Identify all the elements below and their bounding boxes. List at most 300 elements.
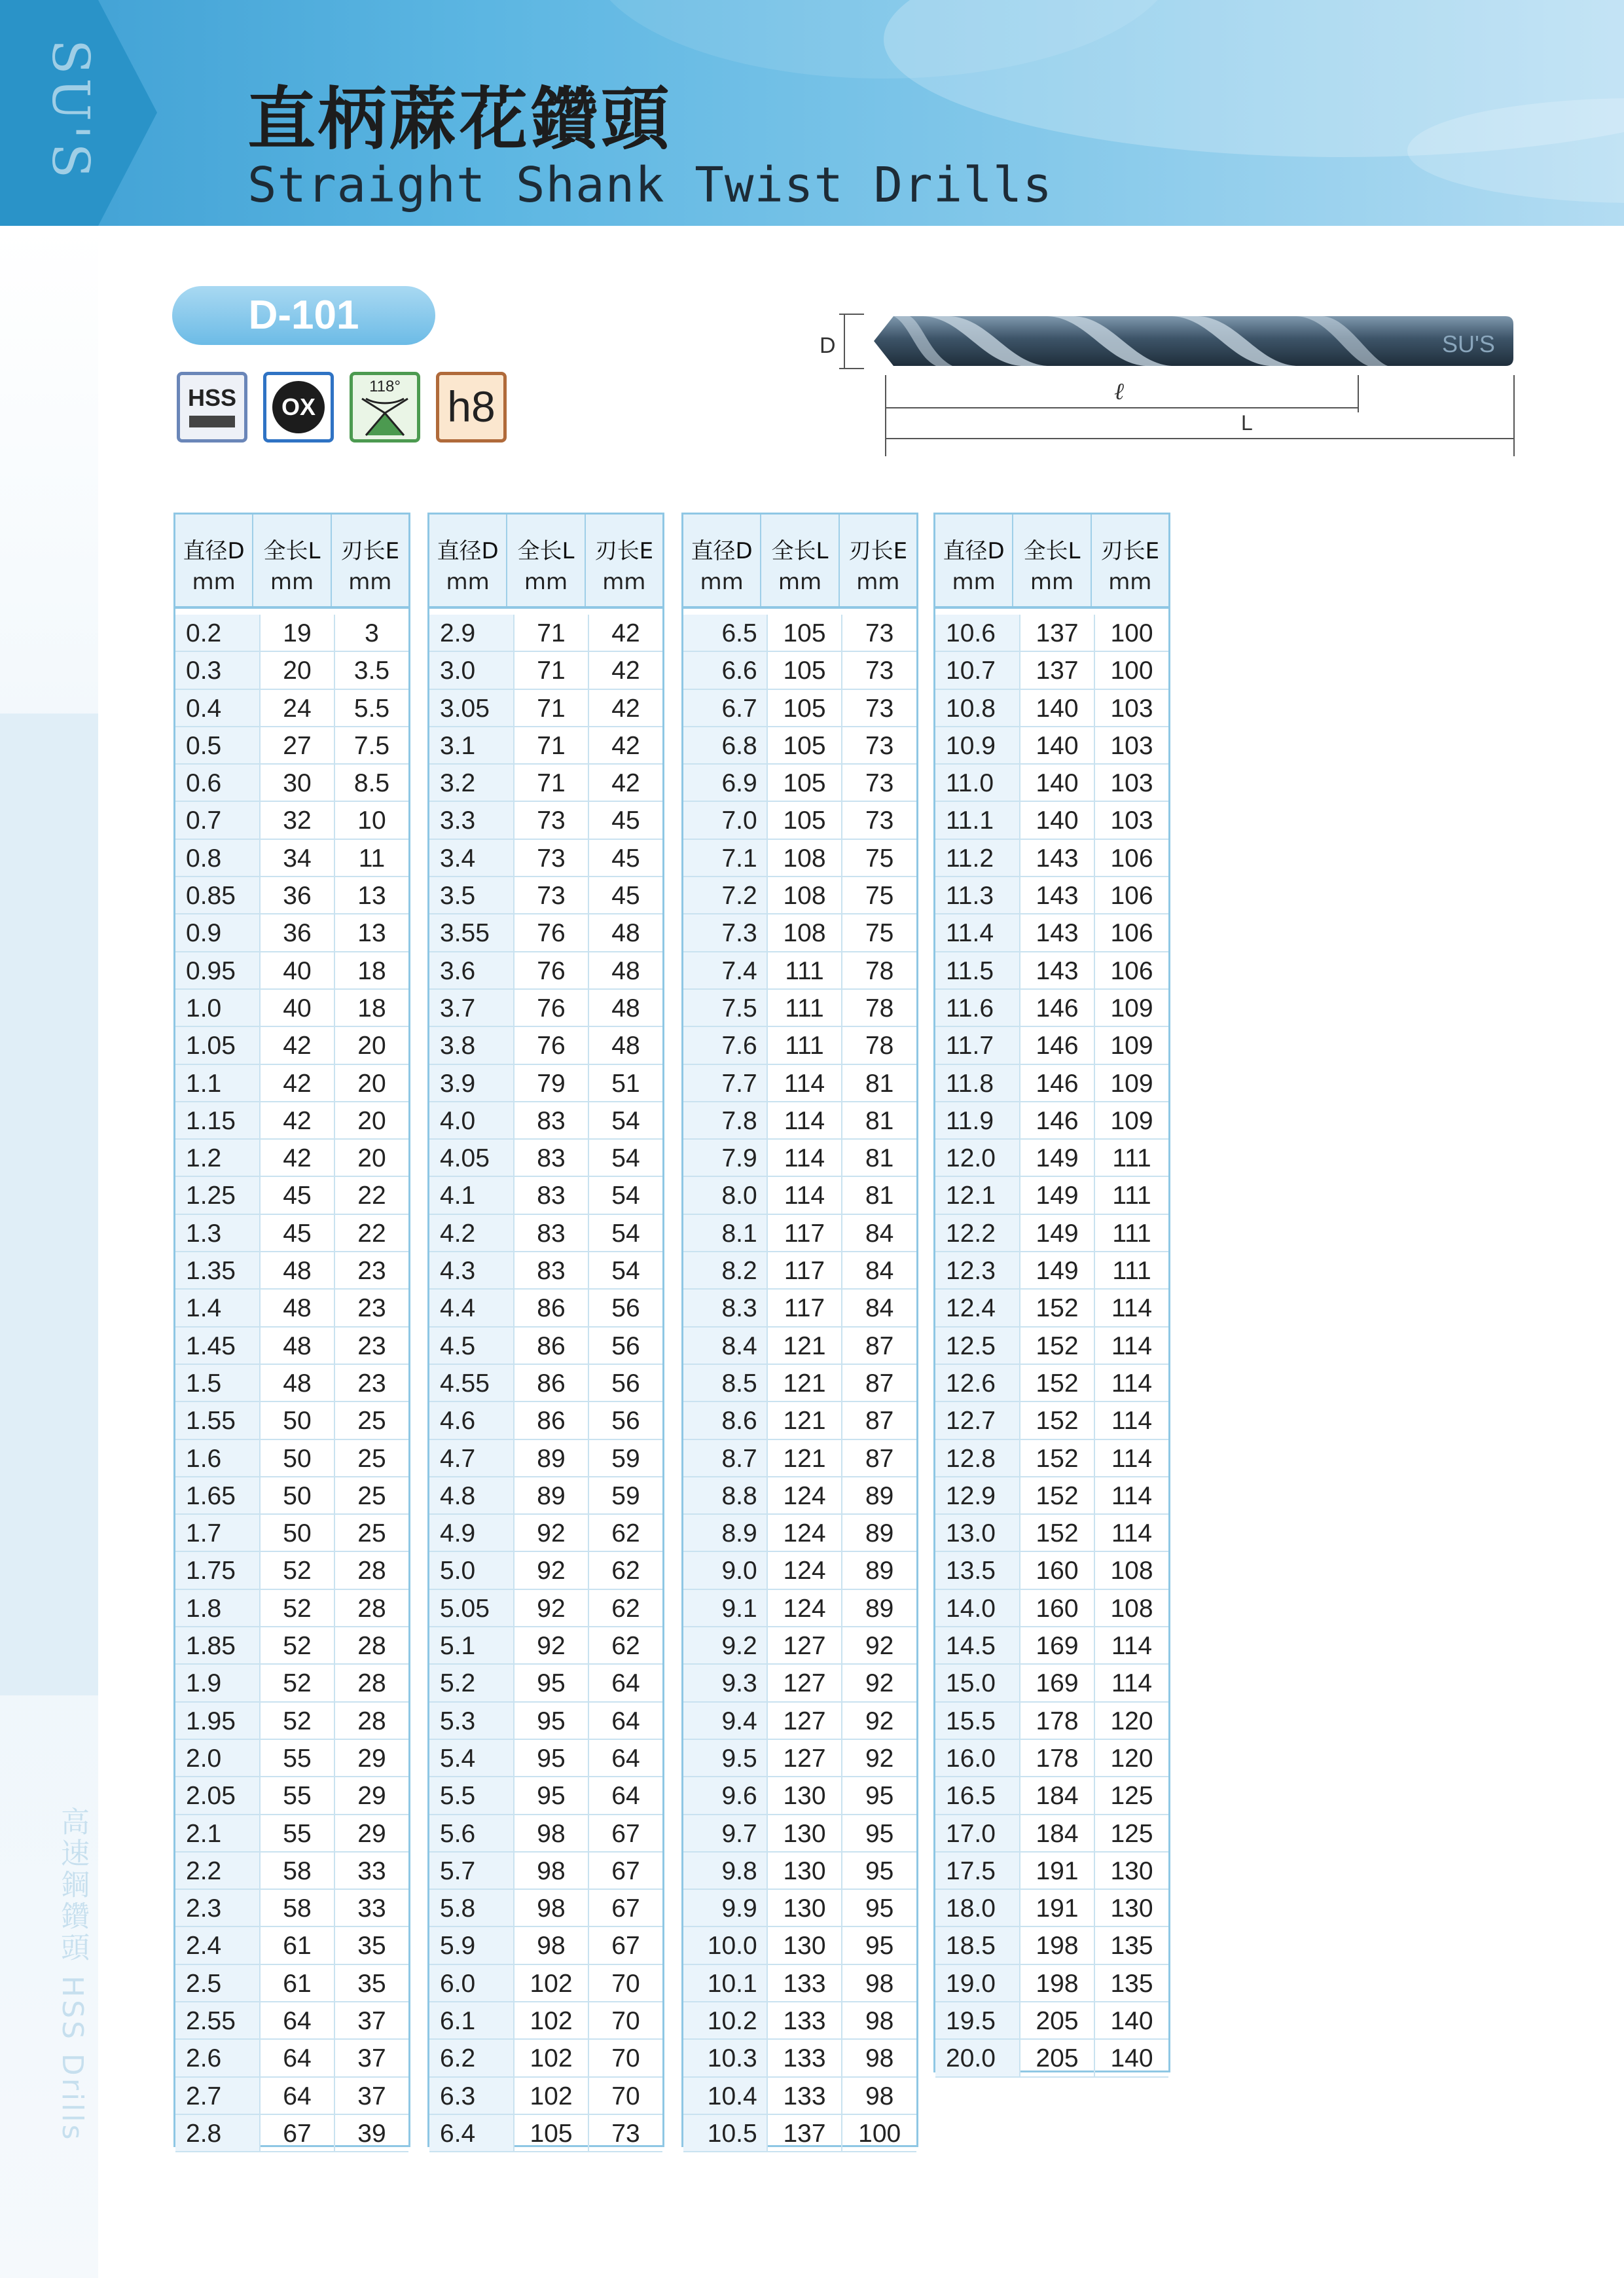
table-row [683,840,916,877]
diameter-cell: 14.5 [935,1627,1020,1663]
diameter-cell: 12.9 [935,1477,1020,1513]
flute-length-cell: 73 [865,769,894,798]
flute-length-cell: 51 [611,1069,640,1098]
flute-length-cell: 62 [611,1557,640,1585]
table-row [429,1665,662,1702]
flute-length-cell: 114 [1111,1407,1153,1436]
flute-length-cell: 20 [357,1144,386,1173]
table-row [935,1665,1168,1702]
flute-length-cell: 56 [611,1369,640,1398]
total-length-cell: 36 [261,877,335,913]
column-header-unit: mm [446,569,490,595]
table-row [175,1440,408,1477]
diameter-cell: 1.0 [175,990,261,1026]
column-header [175,515,253,606]
table-body [175,609,408,2152]
total-length-cell: 108 [768,840,843,876]
flute-length-cell: 95 [865,1856,894,1885]
total-length-cell: 146 [1020,1027,1095,1063]
flute-length-cell: 98 [865,1969,894,1998]
flute-length-cell: 48 [611,956,640,985]
table-row [683,1665,916,1702]
flute-length-cell: 84 [865,1294,894,1323]
diameter-cell: 12.1 [935,1177,1020,1213]
total-length-cell: 149 [1020,1215,1095,1251]
flute-length-cell: 73 [865,657,894,685]
table-row [175,1402,408,1439]
flute-length-cell: 62 [611,1519,640,1548]
diameter-cell: 1.9 [175,1665,261,1701]
total-length-cell: 178 [1020,1703,1095,1739]
diameter-cell: 5.9 [429,1927,514,1963]
flute-length-cell: 70 [611,1969,640,1998]
table-row [429,1065,662,1102]
diameter-cell: 8.6 [683,1402,768,1438]
diameter-cell: 18.5 [935,1927,1020,1963]
total-length-cell: 42 [261,1065,335,1101]
diameter-cell: 0.4 [175,690,261,726]
table-row [683,2115,916,2152]
total-length-cell: 61 [261,1965,335,2001]
flute-length-cell: 22 [357,1219,386,1248]
total-length-cell: 64 [261,2040,335,2076]
total-length-cell: 52 [261,1703,335,1739]
total-length-cell: 55 [261,1740,335,1776]
table-row [429,1890,662,1927]
diameter-cell: 1.3 [175,1215,261,1251]
flute-length-cell: 64 [611,1669,640,1698]
total-length-cell: 143 [1020,952,1095,988]
diameter-cell: 2.0 [175,1740,261,1776]
table-row [429,1328,662,1365]
table-row [935,2002,1168,2040]
table-row [429,914,662,952]
total-length-cell: 55 [261,1815,335,1851]
flute-length-cell: 73 [865,806,894,835]
diameter-cell: 5.0 [429,1552,514,1588]
diameter-cell: 11.0 [935,765,1020,801]
table-row [683,1627,916,1665]
diameter-cell: 3.05 [429,690,514,726]
flute-length-cell: 3.5 [353,657,390,685]
diameter-cell: 2.8 [175,2115,261,2151]
flute-length-cell: 73 [611,2119,640,2148]
table-body [683,609,916,2152]
flute-length-cell: 54 [611,1257,640,1286]
table-row [935,1890,1168,1927]
table-row [935,1140,1168,1177]
total-length-cell: 205 [1020,2002,1095,2038]
diameter-cell: 8.1 [683,1215,768,1251]
page-title-en: Straight Shank Twist Drills [247,157,1053,213]
diameter-cell: 1.4 [175,1290,261,1326]
diameter-cell: 11.4 [935,914,1020,950]
flute-length-cell: 29 [357,1819,386,1848]
diameter-cell: 3.3 [429,802,514,838]
total-length-cell: 143 [1020,840,1095,876]
total-length-cell: 52 [261,1590,335,1626]
diameter-cell: 1.5 [175,1365,261,1401]
diameter-cell: 8.5 [683,1365,768,1401]
table-row [175,1927,408,1964]
total-length-cell: 140 [1020,765,1095,801]
total-length-cell: 83 [514,1140,589,1176]
table-row [429,877,662,914]
table-row [175,1627,408,1665]
flute-length-cell: 114 [1111,1632,1153,1661]
table-row [175,990,408,1027]
diameter-cell: 1.65 [175,1477,261,1513]
flute-length-cell: 100 [858,2119,901,2148]
flute-length-cell: 54 [611,1144,640,1173]
oxide-icon [263,372,334,443]
total-length-cell: 50 [261,1440,335,1476]
total-length-cell: 121 [768,1328,843,1364]
flute-length-cell: 56 [611,1407,640,1436]
total-length-cell: 152 [1020,1477,1095,1513]
total-length-cell: 86 [514,1402,589,1438]
total-length-cell: 121 [768,1402,843,1438]
table-row [683,652,916,689]
table-row [429,1853,662,1890]
diameter-cell: 10.0 [683,1927,768,1963]
total-length-cell: 105 [514,2115,589,2151]
total-length-cell: 73 [514,840,589,876]
table-body [429,609,662,2152]
diameter-cell: 9.4 [683,1703,768,1739]
flute-length-cell: 64 [611,1744,640,1773]
flute-length-cell: 81 [865,1144,894,1173]
flute-length-cell: 114 [1111,1481,1153,1510]
total-length-cell: 169 [1020,1627,1095,1663]
column-header [253,515,331,606]
diameter-cell: 1.35 [175,1252,261,1288]
table-row [935,1965,1168,2002]
diameter-cell: 0.8 [175,840,261,876]
flute-length-cell: 42 [611,694,640,723]
flute-length-cell: 103 [1110,731,1153,760]
diameter-cell: 9.8 [683,1853,768,1889]
table-row [935,1252,1168,1290]
flute-length-cell: 64 [611,1707,640,1735]
header-banner [0,0,1624,226]
table-row [175,2040,408,2077]
diameter-cell: 2.7 [175,2078,261,2114]
diameter-cell: 6.1 [429,2002,514,2038]
total-length-cell: 169 [1020,1665,1095,1701]
flute-length-cell: 89 [865,1519,894,1548]
diameter-cell: 1.55 [175,1402,261,1438]
table-header [175,515,408,609]
diameter-cell: 0.2 [175,615,261,651]
flute-length-cell: 59 [611,1481,640,1510]
total-length-cell: 198 [1020,1965,1095,2001]
diameter-cell: 5.7 [429,1853,514,1889]
flute-length-cell: 13 [357,919,386,948]
total-length-cell: 124 [768,1515,843,1551]
diameter-cell: 16.5 [935,1777,1020,1813]
flute-length-cell: 98 [865,2082,894,2110]
total-length-cell: 105 [768,727,843,763]
total-length-cell: 124 [768,1477,843,1513]
flute-length-cell: 56 [611,1331,640,1360]
total-length-cell: 191 [1020,1853,1095,1889]
flute-length-cell: 62 [611,1594,640,1623]
flute-length-cell: 64 [611,1782,640,1811]
total-length-cell: 130 [768,1815,843,1851]
diameter-cell: 3.1 [429,727,514,763]
table-row [175,1740,408,1777]
flute-length-cell: 78 [865,994,894,1022]
table-row [429,1027,662,1064]
total-length-cell: 105 [768,765,843,801]
total-length-cell: 121 [768,1440,843,1476]
table-row [175,1590,408,1627]
flute-length-cell: 87 [865,1369,894,1398]
spec-table-2 [427,513,664,2147]
diameter-cell: 9.1 [683,1590,768,1626]
total-length-label: L [1241,411,1253,435]
total-length-cell: 152 [1020,1290,1095,1326]
table-row [683,1740,916,1777]
column-header-unit: mm [778,569,822,595]
diameter-cell: 0.7 [175,802,261,838]
flute-length-cell: 92 [865,1744,894,1773]
flute-length-cell: 67 [611,1819,640,1848]
table-row [175,877,408,914]
table-row [429,1965,662,2002]
table-row [683,765,916,802]
table-row [429,952,662,990]
table-row [935,765,1168,802]
table-row [175,1552,408,1589]
table-row [935,1102,1168,1140]
column-header-label: 刃长E [340,538,400,564]
total-length-cell: 137 [1020,652,1095,688]
diameter-cell: 12.3 [935,1252,1020,1288]
flute-length-cell: 111 [1112,1144,1151,1173]
flute-length-cell: 28 [357,1707,386,1735]
total-length-cell: 111 [768,1027,843,1063]
table-row [175,1027,408,1064]
total-length-cell: 92 [514,1590,589,1626]
hss-icon-label: HSS [187,384,237,411]
table-row [683,690,916,727]
diameter-cell: 4.0 [429,1102,514,1138]
flute-length-cell: 120 [1110,1744,1153,1773]
total-length-cell: 146 [1020,1065,1095,1101]
column-header-label: 全长L [1023,538,1081,564]
diameter-cell: 5.4 [429,1740,514,1776]
total-length-cell: 45 [261,1215,335,1251]
flute-length-cell: 89 [865,1481,894,1510]
table-row [683,1815,916,1853]
total-length-cell: 117 [768,1215,843,1251]
table-row [935,1440,1168,1477]
diameter-cell: 7.1 [683,840,768,876]
flute-length-cell: 75 [865,882,894,911]
flute-length-cell: 56 [611,1294,640,1323]
total-length-cell: 95 [514,1740,589,1776]
table-row [175,1102,408,1140]
total-length-cell: 52 [261,1552,335,1588]
total-length-cell: 178 [1020,1740,1095,1776]
table-row [429,2078,662,2115]
flute-length-cell: 135 [1110,1932,1153,1961]
table-row [683,802,916,839]
total-length-cell: 48 [261,1290,335,1326]
table-row [429,1590,662,1627]
table-row [683,1965,916,2002]
table-row [935,1402,1168,1439]
flute-length-cell: 114 [1111,1369,1153,1398]
flute-length-cell: 109 [1110,1106,1153,1135]
diameter-cell: 12.5 [935,1328,1020,1364]
diameter-cell: 10.2 [683,2002,768,2038]
total-length-cell: 32 [261,802,335,838]
flute-length-cell: 114 [1111,1294,1153,1323]
diameter-cell: 6.5 [683,615,768,651]
total-length-cell: 40 [261,952,335,988]
table-row [683,1703,916,1740]
diameter-cell: 4.1 [429,1177,514,1213]
table-row [683,1215,916,1252]
table-row [683,1927,916,1964]
flute-length-cell: 84 [865,1219,894,1248]
total-length-cell: 105 [768,615,843,651]
table-row [935,1328,1168,1365]
table-row [935,1290,1168,1327]
table-row [935,990,1168,1027]
flute-length-cell: 125 [1110,1819,1153,1848]
table-row [935,690,1168,727]
flute-length-cell: 3 [365,619,379,647]
total-length-cell: 160 [1020,1590,1095,1626]
column-header-label: 刃长E [594,538,654,564]
flute-length-cell: 35 [357,1932,386,1961]
flute-length-cell: 10 [357,806,386,835]
table-row [935,1853,1168,1890]
total-length-cell: 50 [261,1477,335,1513]
flute-length-cell: 62 [611,1632,640,1661]
diameter-cell: 2.05 [175,1777,261,1813]
total-length-cell: 152 [1020,1515,1095,1551]
diameter-cell: 1.6 [175,1440,261,1476]
flute-length-cell: 92 [865,1632,894,1661]
diameter-cell: 17.0 [935,1815,1020,1851]
diameter-cell: 0.6 [175,765,261,801]
diameter-cell: 4.6 [429,1402,514,1438]
table-row [429,2002,662,2040]
total-length-cell: 130 [768,1853,843,1889]
total-length-cell: 102 [514,2002,589,2038]
flute-length-cell: 130 [1110,1856,1153,1885]
table-row [935,652,1168,689]
flute-length-cell: 114 [1111,1331,1153,1360]
table-row [683,1402,916,1439]
diameter-cell: 11.7 [935,1027,1020,1063]
table-row [175,1477,408,1515]
diameter-cell: 4.5 [429,1328,514,1364]
table-row [429,1215,662,1252]
total-length-cell: 191 [1020,1890,1095,1926]
column-header-label: 直径D [943,538,1005,564]
table-row [429,2115,662,2152]
flute-length-cell: 28 [357,1557,386,1585]
total-length-cell: 127 [768,1740,843,1776]
table-row [175,2115,408,2152]
table-row [429,652,662,689]
diameter-cell: 10.5 [683,2115,768,2151]
diameter-cell: 5.3 [429,1703,514,1739]
total-length-cell: 114 [768,1140,843,1176]
column-header [1013,515,1091,606]
total-length-cell: 76 [514,990,589,1026]
diameter-cell: 5.5 [429,1777,514,1813]
flute-length-cell: 42 [611,619,640,647]
diameter-cell: 7.4 [683,952,768,988]
flute-length-cell: 54 [611,1106,640,1135]
diameter-cell: 4.2 [429,1215,514,1251]
table-row [935,1815,1168,1853]
total-length-cell: 89 [514,1440,589,1476]
table-row [175,1853,408,1890]
total-length-cell: 184 [1020,1777,1095,1813]
column-header [840,515,916,606]
total-length-cell: 205 [1020,2040,1095,2076]
table-row [683,914,916,952]
total-length-cell: 146 [1020,1102,1095,1138]
diameter-cell: 4.3 [429,1252,514,1288]
total-length-cell: 52 [261,1665,335,1701]
diameter-cell: 1.95 [175,1703,261,1739]
flute-length-cell: 8.5 [353,769,390,798]
flute-length-cell: 59 [611,1444,640,1473]
diameter-cell: 4.8 [429,1477,514,1513]
column-header-unit: mm [1030,569,1074,595]
diameter-label: D [820,333,836,358]
flute-length-cell: 130 [1110,1894,1153,1923]
table-row [175,1890,408,1927]
column-header [586,515,662,606]
total-length-cell: 102 [514,2040,589,2076]
table-row [683,1552,916,1589]
total-length-cell: 108 [768,914,843,950]
total-length-cell: 95 [514,1777,589,1813]
diameter-cell: 2.4 [175,1927,261,1963]
total-length-cell: 19 [261,615,335,651]
flute-length-cell: 103 [1110,769,1153,798]
flute-length-cell: 33 [357,1856,386,1885]
flute-length-cell: 95 [865,1782,894,1811]
flute-length-cell: 73 [865,694,894,723]
column-header-unit: mm [192,569,236,595]
table-row [175,1777,408,1815]
hss-icon-bar [189,416,235,427]
total-length-cell: 42 [261,1102,335,1138]
table-row [935,1065,1168,1102]
flute-length-cell: 106 [1110,882,1153,911]
total-length-cell: 92 [514,1515,589,1551]
diameter-cell: 12.4 [935,1290,1020,1326]
table-header [683,515,916,609]
total-length-cell: 124 [768,1552,843,1588]
total-length-cell: 184 [1020,1815,1095,1851]
diameter-cell: 3.9 [429,1065,514,1101]
diameter-cell: 7.0 [683,802,768,838]
table-row [683,2078,916,2115]
diameter-cell: 8.9 [683,1515,768,1551]
